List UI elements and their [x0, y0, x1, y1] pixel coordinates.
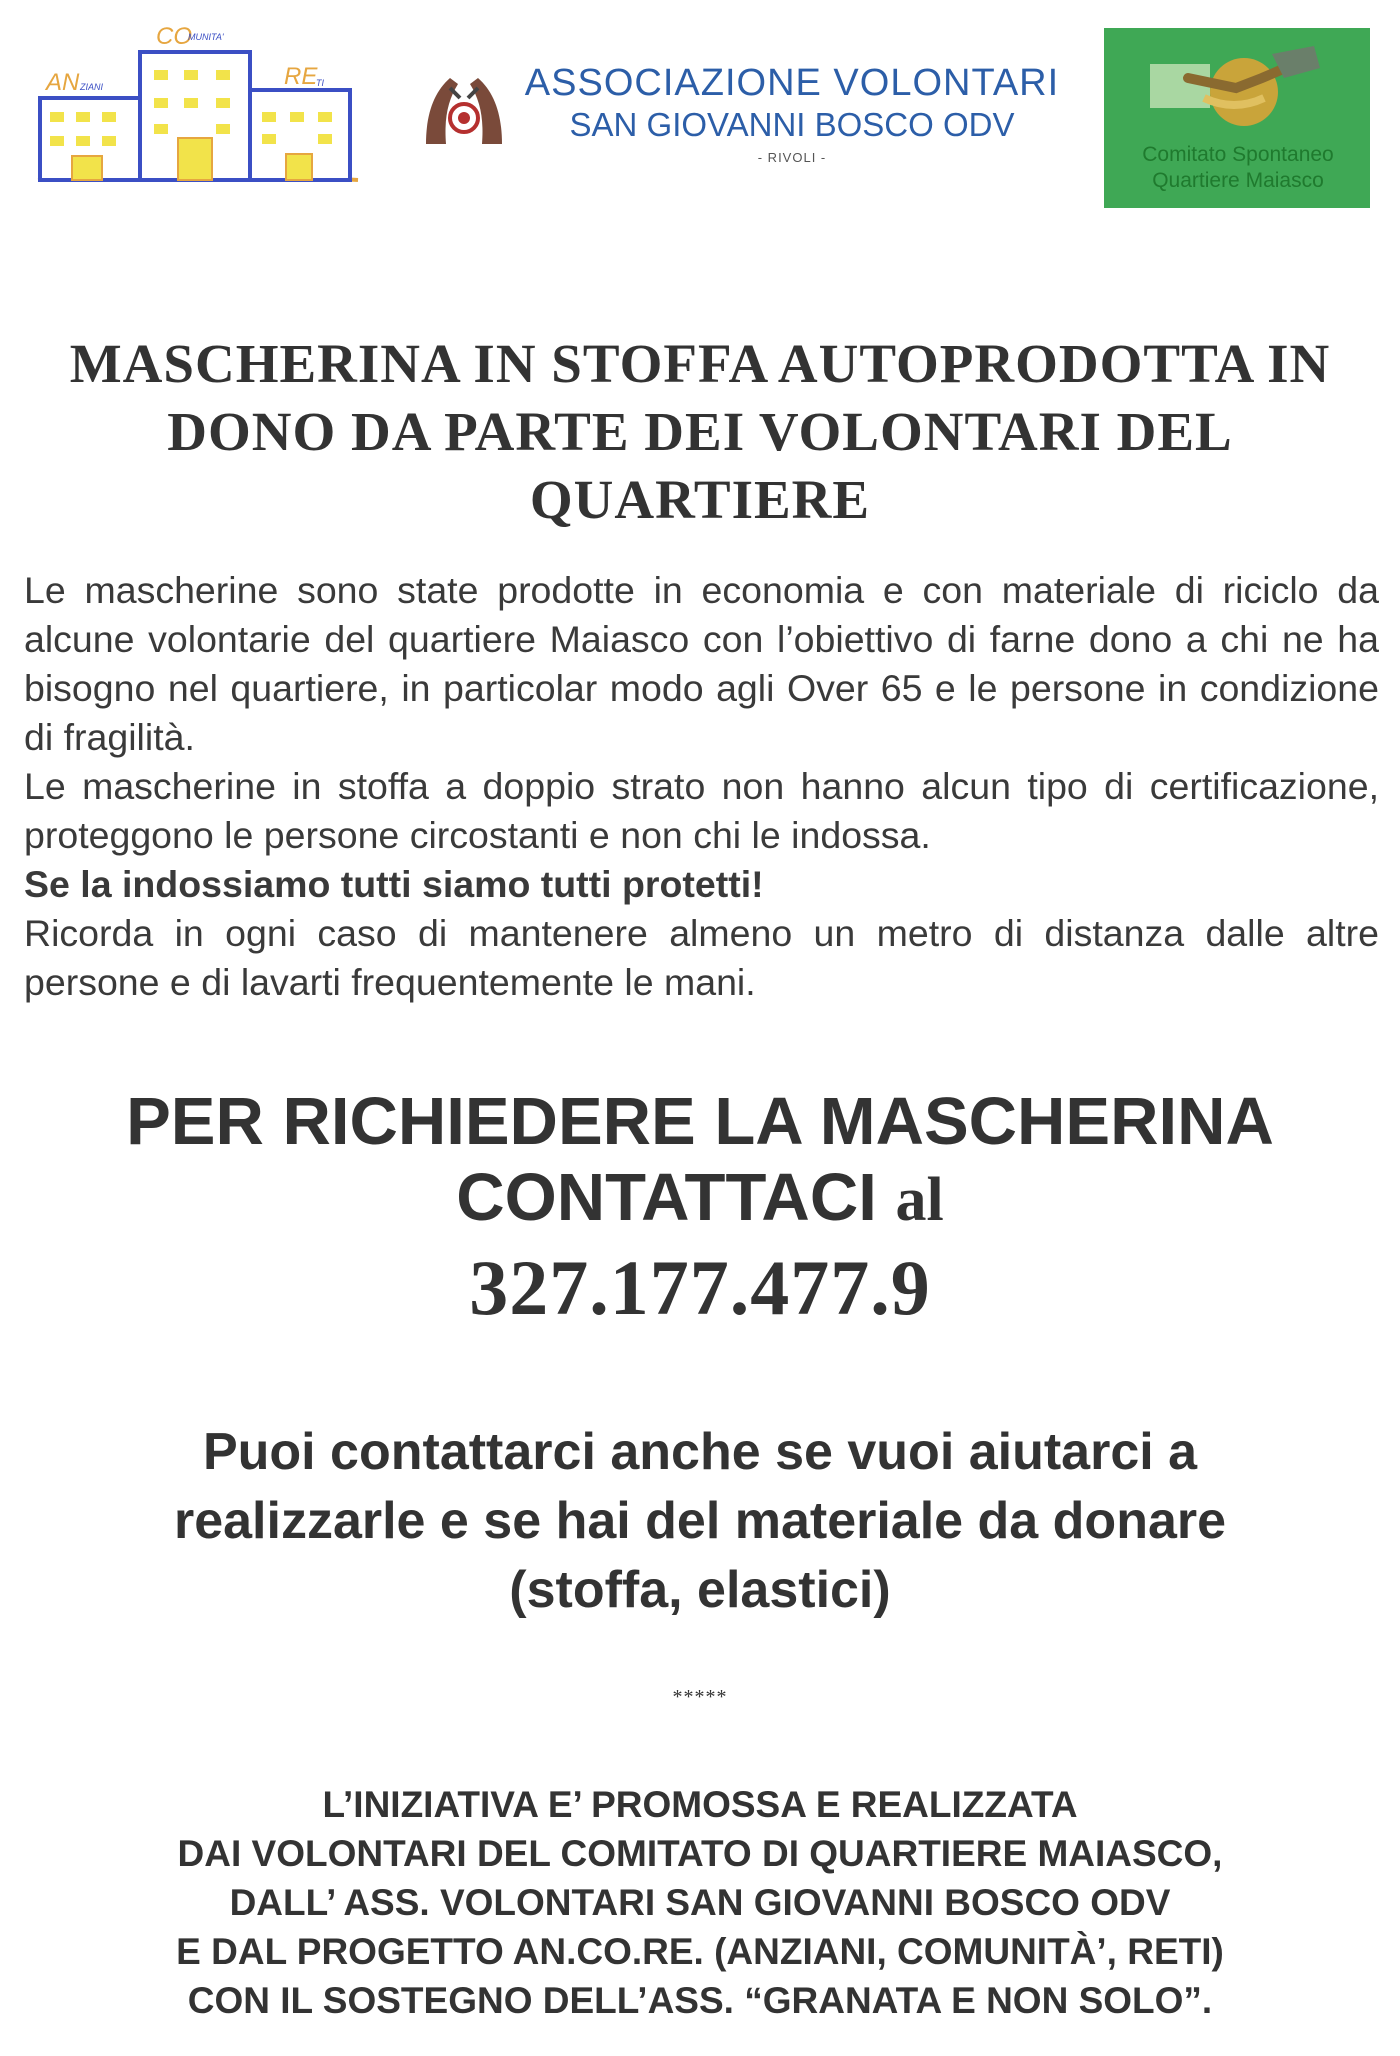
body-paragraph-3: Ricorda in ogni caso di mantenere almeno un metro di distanza dalle altre persone e di lavarti frequentemente le mani. — [24, 912, 1379, 1003]
association-name: ASSOCIAZIONE VOLONTARI — [524, 62, 1060, 104]
association-subname: SAN GIOVANNI BOSCO ODV — [569, 106, 1015, 143]
cta-line1: PER RICHIEDERE LA MASCHERINA — [126, 1084, 1274, 1159]
title-line1: MASCHERINA IN STOFFA AUTOPRODOTTA IN — [69, 333, 1331, 394]
title-line3: QUARTIERE — [529, 469, 871, 530]
buildings-logo-icon — [28, 20, 368, 195]
phone-number[interactable]: 327.177.477.9 — [469, 1244, 931, 1331]
logo-ziani-text: ZIANI — [80, 82, 104, 92]
header — [0, 0, 1400, 230]
comitato-line2: Quartiere Maiasco — [1152, 169, 1324, 192]
logo-ti-text: TI — [316, 78, 324, 88]
body-paragraph-1: Le mascherine sono state prodotte in economia e con materiale di riciclo da alcune volontarie del quartiere Maiasco con l’obiettivo di farne dono a chi ne ha bisogno nel quartiere, in particolar modo agli Over 65 e le persone in condizione di fragilità. — [24, 569, 1379, 758]
cta-al: al — [895, 1166, 944, 1234]
logo-co-text: CO — [156, 23, 192, 50]
association-city: - RIVOLI - — [757, 150, 827, 165]
footer-line1: L’INIZIATIVA E’ PROMOSSA E REALIZZATA — [322, 1784, 1078, 1825]
comitato-line1: Comitato Spontaneo — [1142, 143, 1334, 166]
handshake-globe-icon — [1144, 38, 1334, 138]
comitato-logo — [1104, 28, 1370, 208]
help-request — [20, 1418, 1380, 1625]
title-line2: DONO DA PARTE DEI VOLONTARI DEL — [167, 401, 1233, 462]
body-text — [24, 566, 1379, 1007]
footer-line5: CON IL SOSTEGNO DELL’ASS. “GRANATA E NON SOLO”. — [187, 1980, 1213, 2021]
logo-an-text: AN — [46, 69, 80, 96]
broken-chain-hands-icon — [420, 70, 508, 148]
footer-line2: DAI VOLONTARI DEL COMITATO DI QUARTIERE MAIASCO, — [177, 1833, 1223, 1874]
cta-line2-wrap — [20, 1160, 1380, 1238]
logo-re-text: RE — [284, 63, 318, 90]
separator: ***** — [672, 1686, 728, 1708]
ancore-logo — [28, 20, 368, 195]
body-emphasis: Se la indossiamo tutti siamo tutti protetti! — [24, 863, 764, 905]
help-line2: realizzarle e se hai del materiale da donare — [173, 1492, 1227, 1550]
footer-line3: DALL’ ASS. VOLONTARI SAN GIOVANNI BOSCO ODV — [229, 1882, 1171, 1923]
comitato-label — [1118, 142, 1358, 194]
body-paragraph-2: Le mascherine in stoffa a doppio strato non hanno alcun tipo di certificazione, proteggono le persone circostanti e non chi le indossa. — [24, 765, 1379, 856]
call-to-action — [20, 1084, 1380, 1332]
help-line3: (stoffa, elastici) — [509, 1561, 891, 1619]
cta-line2: CONTATTACI — [456, 1160, 877, 1235]
logo-munita-text: MUNITA' — [188, 32, 224, 42]
help-line1: Puoi contattarci anche se vuoi aiutarci a — [202, 1423, 1198, 1481]
footer-line4: E DAL PROGETTO AN.CO.RE. (ANZIANI, COMUNITÀ’, RETI) — [176, 1931, 1224, 1972]
page-title — [20, 330, 1380, 534]
association-header — [420, 62, 1060, 172]
footer — [20, 1780, 1380, 2025]
